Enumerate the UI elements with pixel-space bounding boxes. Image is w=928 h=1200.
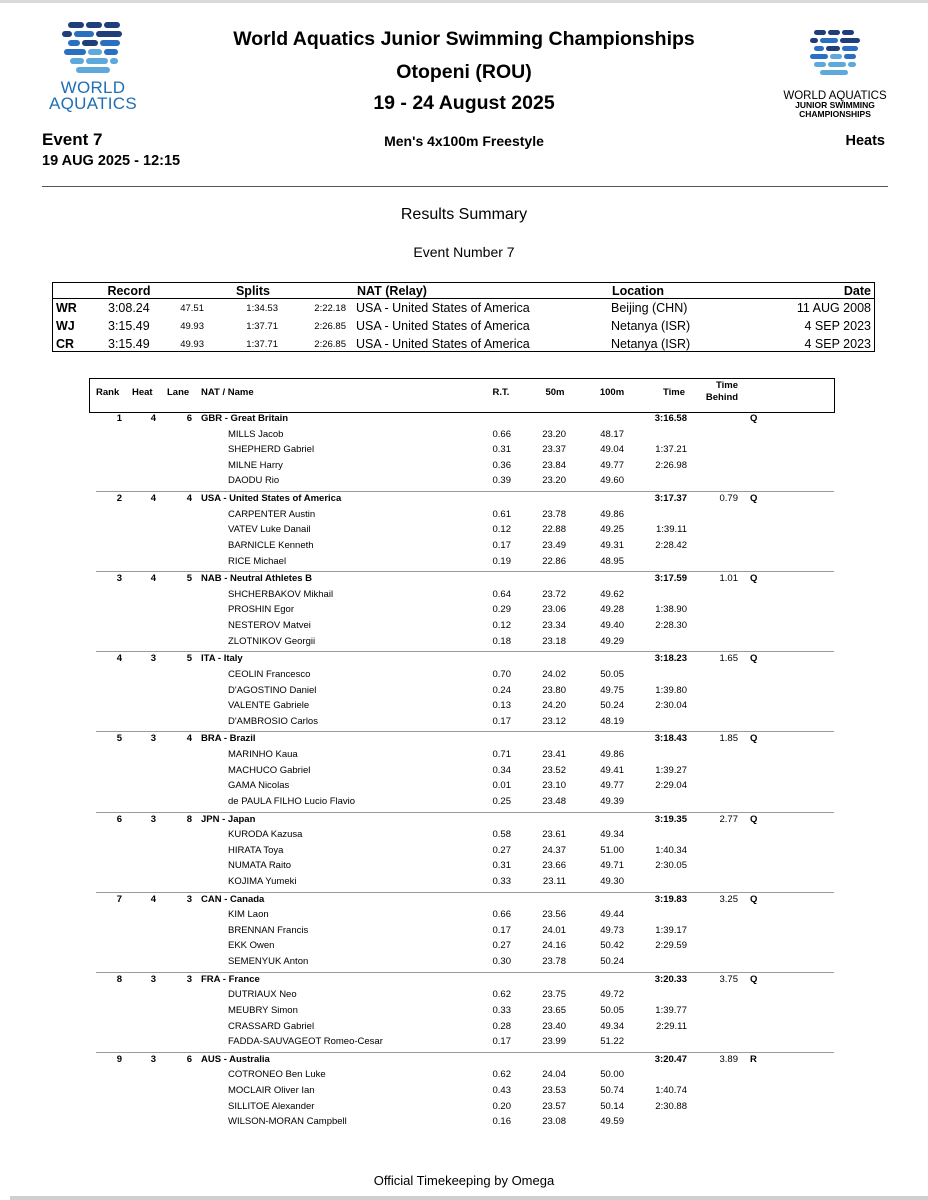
swimmer-split: 1:39.27 [655,764,687,776]
header-lane: Lane [167,387,190,398]
team-nat: JPN - Japan [201,813,256,825]
swimmer-100m: 49.28 [600,604,624,616]
swimmer-name: KOJIMA Yumeki [228,875,297,887]
swimmer-50m: 24.37 [542,844,566,856]
event-number: Event Number 7 [413,244,515,260]
team-time-behind: 2.77 [719,813,738,825]
page-bottom-edge [10,1196,928,1200]
team-separator [96,1052,834,1053]
swimmer-name: MARINHO Kaua [228,749,298,760]
swimmer-50m: 23.84 [542,459,566,471]
team-separator [96,491,834,492]
record-nat: USA - United States of America [356,319,530,333]
team-rank: 8 [116,973,122,985]
team-rank: 4 [116,653,122,665]
team-time: 3:18.43 [654,733,687,745]
swimmer-name: MEUBRY Simon [228,1004,298,1016]
footer-timekeeping: Official Timekeeping by Omega [373,1173,555,1188]
swimmer-split: 2:29.59 [655,940,687,952]
swimmer-split: 2:30.05 [655,860,687,872]
swimmer-reaction-time: 0.12 [492,524,511,536]
results-summary-title: Results Summary [400,206,528,223]
swimmer-100m: 49.39 [600,795,624,807]
swimmer-100m: 50.24 [600,956,624,967]
header-100m: 100m [599,387,625,398]
swimmer-split: 2:29.11 [656,1020,687,1032]
team-qualifier: Q [750,813,758,825]
swimmer-50m: 23.80 [542,684,566,696]
swimmer-name: NESTEROV Matvei [228,620,311,631]
swimmer-name: de PAULA FILHO Lucio Flavio [228,795,356,807]
swimmer-50m: 23.66 [542,860,566,872]
records-header [52,283,875,299]
swimmer-name: SEMENYUK Anton [228,956,309,967]
team-time-behind: 1.01 [719,573,738,585]
records-header-splits: Splits [235,284,271,298]
team-nat: CAN - Canada [201,893,265,905]
team-time: 3:16.58 [654,413,687,424]
team-heat: 3 [150,1053,156,1065]
swimmer-100m: 49.60 [600,475,624,487]
jr-wordmark-line-2: JUNIOR SWIMMING [795,100,875,110]
record-split-2: 1:37.71 [246,321,278,332]
record-nat: USA - United States of America [356,301,530,315]
swimmer-name: D'AGOSTINO Daniel [228,684,317,696]
swimmer-50m: 23.20 [542,475,566,487]
swimmer-name: KIM Laon [228,909,269,921]
swimmer-100m: 50.42 [600,940,624,952]
swimmer-100m: 49.59 [600,1116,624,1128]
team-nat: FRA - France [201,973,260,985]
swimmer-reaction-time: 0.16 [492,1116,511,1128]
swimmer-100m: 48.17 [600,428,624,440]
swimmer-name: COTRONEO Ben Luke [228,1069,326,1081]
swimmer-name: RICE Michael [228,555,287,567]
swimmer-100m: 50.00 [600,1069,624,1081]
swimmer-100m: 51.00 [600,844,624,856]
header-behind-2: Behind [705,392,739,403]
swimmer-name: MILNE Harry [228,459,283,471]
swimmer-split: 1:37.21 [655,444,687,456]
swimmer-reaction-time: 0.18 [492,635,511,647]
swimmer-50m: 23.40 [542,1020,566,1032]
page-top-edge [0,0,928,3]
team-time-behind: 3.75 [719,973,738,985]
swimmer-split: 2:28.30 [655,620,687,631]
swimmer-name: FADDA-SAUVAGEOT Romeo-Cesar [228,1036,383,1048]
swimmer-name: MACHUCO Gabriel [228,764,311,776]
swimmer-reaction-time: 0.33 [492,1004,511,1016]
swimmer-reaction-time: 0.66 [492,428,511,440]
record-time: 3:15.49 [108,337,150,351]
swimmer-100m: 49.62 [600,588,624,600]
swimmer-100m: 49.75 [600,684,624,696]
record-location: Netanya (ISR) [611,337,691,351]
team-rank: 2 [116,493,122,505]
team-nat: ITA - Italy [201,653,243,665]
swimmer-50m: 24.02 [542,668,566,680]
team-separator [96,731,834,732]
swimmer-name: BRENNAN Francis [228,924,309,936]
team-time: 3:17.59 [654,573,687,585]
record-time: 3:15.49 [108,319,150,333]
swimmer-reaction-time: 0.70 [492,668,511,680]
swimmer-split: 1:39.77 [655,1004,687,1016]
team-lane: 5 [186,573,192,585]
team-separator [96,972,834,973]
swimmer-100m: 50.05 [600,1004,624,1016]
swimmer-reaction-time: 0.01 [492,780,511,792]
team-lane: 4 [186,493,192,505]
swimmer-50m: 24.01 [542,924,566,936]
swimmer-name: NUMATA Raito [228,860,291,872]
team-lane: 6 [186,413,192,424]
team-heat: 4 [150,893,156,905]
swimmer-reaction-time: 0.20 [492,1100,511,1112]
record-location: Beijing (CHN) [611,301,688,315]
swimmer-reaction-time: 0.58 [492,829,511,841]
swimmer-100m: 49.40 [600,620,624,631]
swimmer-reaction-time: 0.43 [492,1085,511,1096]
header-behind-1: Time [715,380,738,391]
swimmer-reaction-time: 0.19 [492,555,511,567]
swimmer-name: CRASSARD Gabriel [228,1020,315,1032]
swimmer-50m: 23.61 [542,829,566,841]
swimmer-50m: 23.78 [542,508,566,520]
swimmer-50m: 24.20 [542,700,566,712]
team-heat: 4 [150,493,156,505]
team-heat: 3 [150,733,156,745]
swimmer-50m: 23.18 [542,635,566,647]
swimmer-name: PROSHIN Egor [228,604,294,616]
header-50m: 50m [545,387,565,398]
swimmer-50m: 23.08 [542,1116,566,1128]
swimmer-50m: 23.53 [542,1085,566,1096]
swimmer-reaction-time: 0.36 [492,459,511,471]
team-separator [96,892,834,893]
swimmer-50m: 23.99 [542,1036,566,1048]
swimmer-split: 2:30.88 [655,1100,687,1112]
swimmer-50m: 22.88 [542,524,566,536]
records-header-location: Location [611,284,665,298]
swimmer-reaction-time: 0.17 [492,715,511,727]
header-heat: Heat [132,387,153,398]
team-heat: 3 [150,653,156,665]
swimmer-reaction-time: 0.24 [492,684,511,696]
team-qualifier: Q [750,893,758,905]
swimmer-50m: 23.11 [542,875,566,887]
swimmer-50m: 22.86 [542,555,566,567]
record-split-1: 47.51 [180,303,204,314]
team-time-behind: 3.89 [719,1053,738,1065]
round-label: Heats [845,133,885,149]
swimmer-name: DUTRIAUX Neo [228,989,297,1001]
swimmer-100m: 49.86 [600,508,624,520]
swimmer-50m: 23.65 [542,1004,566,1016]
swimmer-name: SHCHERBAKOV Mikhail [228,588,334,600]
swimmer-name: D'AMBROSIO Carlos [228,715,318,727]
swimmer-reaction-time: 0.33 [492,875,511,887]
swimmer-split: 2:28.42 [655,539,687,551]
swimmer-100m: 51.22 [600,1036,624,1048]
swimmer-reaction-time: 0.27 [492,940,511,952]
team-heat: 3 [150,813,156,825]
team-time-behind: 1.65 [719,653,738,665]
team-rank: 3 [116,573,122,585]
swimmer-50m: 23.49 [542,539,566,551]
swimmer-100m: 49.25 [600,524,624,536]
swimmer-reaction-time: 0.64 [492,588,511,600]
swimmer-reaction-time: 0.25 [492,795,511,807]
swimmer-100m: 49.29 [600,635,624,647]
swimmer-reaction-time: 0.30 [492,956,511,967]
event-label: Event 7 [42,130,103,149]
swimmer-50m: 23.57 [542,1100,566,1112]
swimmer-100m: 49.04 [600,444,624,456]
swimmer-name: VATEV Luke Danail [228,524,311,536]
swimmer-50m: 23.75 [542,989,566,1001]
wordmark-line-2: AQUATICS [48,94,138,113]
swimmer-reaction-time: 0.62 [492,1069,511,1081]
team-nat: BRA - Brazil [201,733,256,745]
header-rt: R.T. [492,387,510,398]
swimmer-50m: 23.56 [542,909,566,921]
swimmer-100m: 49.34 [600,829,624,841]
records-header-record: Record [107,284,151,298]
record-code: WJ [56,319,75,333]
records-header-date: Date [843,284,871,298]
swimmer-50m: 23.20 [542,428,566,440]
swimmer-name: DAODU Rio [228,475,280,487]
swimmer-reaction-time: 0.31 [492,444,511,456]
swimmer-reaction-time: 0.34 [492,764,511,776]
team-nat: GBR - Great Britain [201,413,289,424]
swimmer-100m: 50.74 [600,1085,624,1096]
swimmer-reaction-time: 0.71 [492,749,511,760]
swimmer-name: WILSON-MORAN Campbell [228,1116,347,1128]
swimmer-100m: 50.24 [600,700,624,712]
swimmer-reaction-time: 0.61 [492,508,511,520]
swimmer-split: 1:40.34 [655,844,687,856]
team-rank: 6 [116,813,122,825]
event-datetime: 19 AUG 2025 - 12:15 [42,153,181,169]
swimmer-50m: 23.78 [542,956,566,967]
dates: 19 - 24 August 2025 [373,92,555,114]
swimmer-50m: 23.10 [542,780,566,792]
record-location: Netanya (ISR) [611,319,691,333]
team-nat: AUS - Australia [201,1053,270,1065]
championship-title: World Aquatics Junior Swimming Championships [233,28,695,50]
swimmer-50m: 23.34 [542,620,566,631]
team-qualifier: Q [750,733,758,745]
swimmer-name: BARNICLE Kenneth [228,539,314,551]
swimmer-split: 1:39.80 [655,684,687,696]
team-nat: NAB - Neutral Athletes B [201,573,313,585]
swimmer-50m: 24.04 [542,1069,566,1081]
record-time: 3:08.24 [108,301,150,315]
swimmer-100m: 48.95 [600,555,624,567]
record-date: 11 AUG 2008 [796,301,871,315]
swimmer-name: EKK Owen [228,940,275,952]
record-split-1: 49.93 [180,321,204,332]
swimmer-100m: 49.77 [600,780,624,792]
team-qualifier: Q [750,973,758,985]
swimmer-100m: 50.05 [600,668,624,680]
team-time: 3:20.33 [654,973,687,985]
record-split-2: 1:34.53 [246,303,278,314]
team-time: 3:17.37 [654,493,687,505]
team-time: 3:19.83 [654,893,687,905]
swimmer-100m: 49.34 [600,1020,624,1032]
swimmer-100m: 49.72 [600,989,624,1001]
record-split-1: 49.93 [180,339,204,350]
team-time-behind: 0.79 [719,493,738,505]
record-nat: USA - United States of America [356,337,530,351]
swimmer-reaction-time: 0.12 [492,620,511,631]
team-lane: 5 [186,653,192,665]
team-rank: 7 [116,893,122,905]
swimmer-split: 2:30.04 [655,700,687,712]
team-rank: 5 [116,733,122,745]
swimmer-100m: 49.86 [600,749,624,760]
swimmer-100m: 49.44 [600,909,624,921]
swimmer-name: CARPENTER Austin [228,508,316,520]
record-split-3: 2:22.18 [314,303,346,314]
swimmer-50m: 24.16 [542,940,566,952]
team-rank: 9 [116,1053,122,1065]
team-qualifier: R [750,1053,757,1065]
record-date: 4 SEP 2023 [804,319,871,333]
swimmer-100m: 49.73 [600,924,624,936]
header-time: Time [662,387,685,398]
swimmer-100m: 48.19 [600,715,624,727]
venue: Otopeni (ROU) [396,61,532,83]
swimmer-reaction-time: 0.17 [492,1036,511,1048]
swimmer-100m: 50.14 [600,1100,624,1112]
swimmer-name: MILLS Jacob [228,428,284,440]
team-lane: 4 [186,733,192,745]
jr-wordmark-line-1: WORLD AQUATICS [783,90,887,102]
jr-wordmark-line-3: CHAMPIONSHIPS [799,109,871,119]
swimmer-100m: 49.77 [600,459,624,471]
swimmer-reaction-time: 0.17 [492,539,511,551]
team-lane: 3 [186,893,192,905]
team-time: 3:19.35 [654,813,687,825]
swimmer-name: ZLOTNIKOV Georgii [228,635,316,647]
team-separator [96,651,834,652]
team-lane: 3 [186,973,192,985]
swimmer-50m: 23.72 [542,588,566,600]
swimmer-reaction-time: 0.27 [492,844,511,856]
swimmer-50m: 23.48 [542,795,566,807]
swimmer-50m: 23.52 [542,764,566,776]
record-split-3: 2:26.85 [314,321,346,332]
swimmer-name: HIRATA Toya [228,844,284,856]
swimmer-split: 2:29.04 [655,780,687,792]
team-qualifier: Q [750,573,758,585]
swimmer-100m: 49.30 [600,875,624,887]
swimmer-reaction-time: 0.17 [492,924,511,936]
swimmer-name: GAMA Nicolas [228,780,290,792]
team-heat: 4 [150,573,156,585]
swimmer-50m: 23.41 [542,749,566,760]
swimmer-reaction-time: 0.31 [492,860,511,872]
swimmer-50m: 23.06 [542,604,566,616]
swimmer-name: CEOLIN Francesco [228,668,311,680]
record-date: 4 SEP 2023 [804,337,871,351]
swimmer-split: 1:38.90 [655,604,687,616]
swimmer-split: 1:39.11 [656,524,687,536]
team-heat: 3 [150,973,156,985]
swimmer-split: 2:26.98 [655,459,687,471]
team-time-behind: 3.25 [719,893,738,905]
swimmer-reaction-time: 0.28 [492,1020,511,1032]
swimmer-name: SHEPHERD Gabriel [228,444,315,456]
swimmer-split: 1:40.74 [655,1085,687,1096]
swimmer-name: MOCLAIR Oliver Ian [228,1085,315,1096]
team-rank: 1 [116,413,122,424]
team-separator [96,812,834,813]
record-split-3: 2:26.85 [314,339,346,350]
swimmer-name: KURODA Kazusa [228,829,303,841]
event-name: Men's 4x100m Freestyle [384,133,544,149]
team-time: 3:18.23 [654,653,687,665]
header-name: NAT / Name [201,387,254,398]
swimmer-reaction-time: 0.62 [492,989,511,1001]
team-time-behind: 1.85 [719,733,738,745]
record-code: CR [56,337,75,351]
record-split-2: 1:37.71 [246,339,278,350]
swimmer-reaction-time: 0.13 [492,700,511,712]
team-lane: 8 [186,813,192,825]
team-qualifier: Q [750,493,758,505]
swimmer-50m: 23.37 [542,444,566,456]
swimmer-100m: 49.31 [600,539,624,551]
team-heat: 4 [150,413,156,424]
team-nat: USA - United States of America [201,493,342,505]
header-rank: Rank [96,387,120,398]
team-time: 3:20.47 [654,1053,687,1065]
swimmer-split: 1:39.17 [655,924,687,936]
record-code: WR [56,301,77,315]
swimmer-100m: 49.71 [600,860,624,872]
swimmer-name: VALENTE Gabriele [228,700,310,712]
swimmer-reaction-time: 0.66 [492,909,511,921]
records-header-nat: NAT (Relay) [357,284,427,298]
swimmer-100m: 49.41 [600,764,624,776]
swimmer-reaction-time: 0.39 [492,475,511,487]
swimmer-reaction-time: 0.29 [492,604,511,616]
header-divider [42,186,888,187]
wordmark-line-1: WORLD [60,78,126,97]
team-qualifier: Q [750,653,758,665]
swimmer-name: SILLITOE Alexander [228,1100,315,1112]
team-separator [96,571,834,572]
team-qualifier: Q [750,413,758,424]
swimmer-50m: 23.12 [542,715,566,727]
team-lane: 6 [186,1053,192,1065]
